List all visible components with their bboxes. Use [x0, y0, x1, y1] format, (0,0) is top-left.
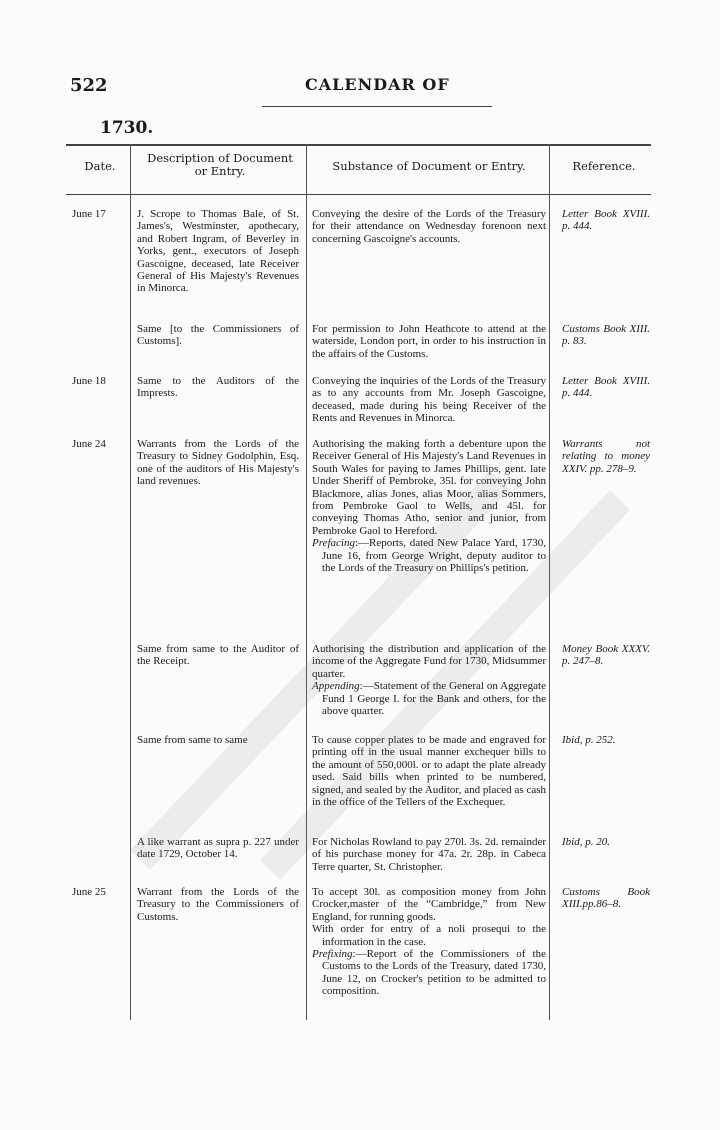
note-text: :—Report of the Commissioners of the Customs to the Lords of the Treasury, dated 1730, June 12, on Crocker's petition to be admitted to composition. — [322, 948, 546, 998]
row-description: A like warrant as supra p. 227 under date 1729, October 14. — [137, 836, 299, 861]
title-rule — [262, 106, 492, 107]
row-description: Same to the Auditors of the Imprests. — [137, 375, 299, 400]
row-reference: Letter Book XVIII. p. 444. — [562, 208, 650, 233]
row-substance: To accept 30l. as composition money from John Crocker,master of the “Cambridge,” from New England, for running goods. — [312, 886, 546, 923]
row-reference: Ibid, p. 252. — [562, 734, 616, 746]
column-header-reference: Reference. — [572, 159, 636, 173]
table-top-rule — [66, 144, 651, 146]
column-divider-substance — [549, 144, 550, 1020]
row-substance: Conveying the inquiries of the Lords of the Treasury as to any accounts from Mr. Joseph Gascoigne, deceased, made during his being Receiver of the Rents and Revenues in Minorca. — [312, 375, 546, 425]
row-date: June 18 — [72, 375, 106, 387]
column-divider-description — [306, 144, 307, 1020]
row-substance: For permission to John Heathcote to attend at the waterside, London port, in order to his instruction in the affairs of the Customs. — [312, 323, 546, 360]
note-text: :—Statement of the General on Aggregate Fund 1 George I. for the Bank and others, for the above quarter. — [322, 680, 546, 718]
row-date: June 17 — [72, 208, 106, 220]
row-date: June 25 — [72, 886, 106, 898]
row-substance-block — [312, 886, 546, 998]
row-description: Warrant from the Lords of the Treasury to the Commissioners of Customs. — [137, 886, 299, 923]
row-reference: Customs Book XIII. p. 83. — [562, 323, 650, 348]
row-substance: For Nicholas Rowland to pay 270l. 3s. 2d. remainder of his purchase money for 47a. 2r. 28p. in Cabeca Terre quarter, St. Christopher. — [312, 836, 546, 873]
page-number: 522 — [70, 75, 108, 96]
note-label: Prefixing — [312, 948, 353, 961]
row-substance: To cause copper plates to be made and engraved for printing off in the usual manner exchequer bills to the amount of 550,000l. or to adapt the plate already used. Said bills when printed to be numbered, signed, and sealed by the Auditor, and placed as cash in the office of the Tellers of the Exchequer. — [312, 734, 546, 809]
running-title: CALENDAR OF — [305, 75, 450, 94]
row-date: June 24 — [72, 438, 106, 450]
row-description: Same [to the Commissioners of Customs]. — [137, 323, 299, 348]
table-header-rule — [66, 194, 651, 195]
row-substance: Conveying the desire of the Lords of the Treasury for their attendance on Wednesday forenoon next concerning Gascoigne's accounts. — [312, 208, 546, 245]
row-description: Same from same to the Auditor of the Receipt. — [137, 643, 299, 668]
page-header — [0, 0, 720, 138]
row-reference: Letter Book XVIII. p. 444. — [562, 375, 650, 400]
row-reference: Ibid, p. 20. — [562, 836, 610, 848]
row-description: Same from same to same — [137, 734, 248, 746]
row-substance-block — [312, 438, 546, 574]
column-header-date: Date. — [84, 159, 116, 173]
row-substance-note — [312, 948, 546, 998]
row-reference: Warrants not relating to money XXIV. pp. 278–9. — [562, 438, 650, 475]
year-heading: 1730. — [100, 118, 154, 138]
row-substance-note — [312, 680, 546, 717]
row-substance: Authorising the making forth a debenture upon the Receiver General of His Majesty's Land Revenues in South Wales for paying to James Phillips, gent. late Under Sheriff of Pembroke, 35l. for conveying John Blackmore, alias Jones, alias Moor, alias Sommers, from Pembroke Gaol to Wells, and 45l. for conveying Thomas Atho, senior and junior, from Pembroke Gaol to Hereford. — [312, 438, 546, 537]
note-label: Appending — [312, 680, 360, 693]
note-text: :—Reports, dated New Palace Yard, 1730, June 16, from George Wright, deputy auditor to the Lords of the Treasury on Phillips's petition. — [322, 537, 546, 575]
column-header-description: Description of Document or Entry. — [147, 151, 293, 178]
row-substance-block — [312, 643, 546, 717]
row-reference: Money Book XXXV. p. 247–8. — [562, 643, 650, 668]
row-description: Warrants from the Lords of the Treasury to Sidney Godolphin, Esq. one of the auditors of His Majesty's land revenues. — [137, 438, 299, 488]
row-description: J. Scrope to Thomas Bale, of St. James's, Westminster, apothecary, and Robert Ingram, of Beverley in Yorks, gent., executors of Joseph Gascoigne, deceased, late Receiver General of His Majesty's Revenues in Minorca. — [137, 208, 299, 295]
column-header-substance: Substance of Document or Entry. — [332, 159, 526, 173]
note-label: Prefacing — [312, 537, 355, 550]
row-reference: Customs Book XIII.pp.86–8. — [562, 886, 650, 911]
row-substance: Authorising the distribution and application of the income of the Aggregate Fund for 1730, Midsummer quarter. — [312, 643, 546, 680]
row-substance-2: With order for entry of a noli prosequi to the information in the case. — [312, 923, 546, 948]
row-substance-note — [312, 537, 546, 574]
